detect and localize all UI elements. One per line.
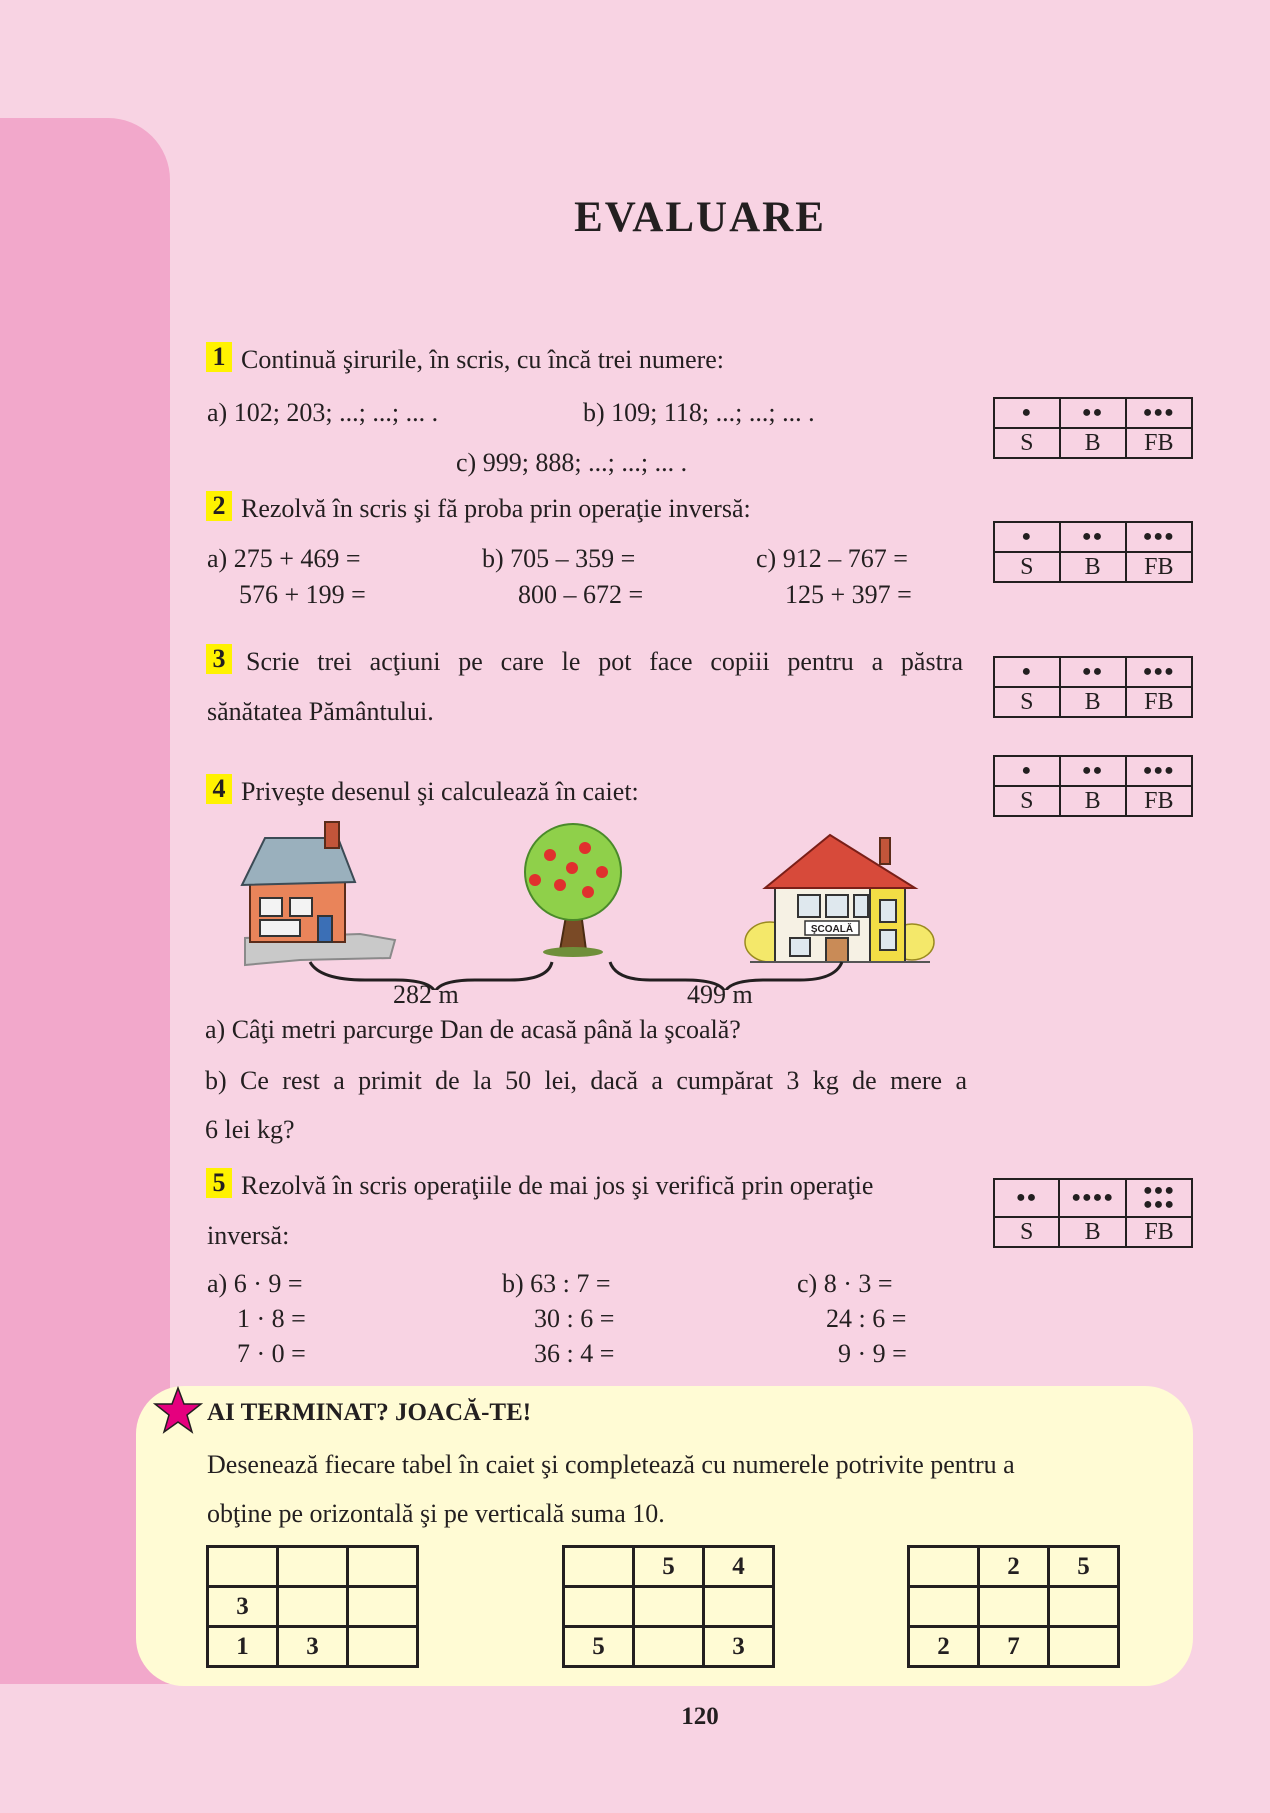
grade-label-fb: FB (1126, 552, 1192, 582)
exercise-1-number: 1 (206, 342, 232, 372)
puzzle-cell: 5 (1049, 1547, 1119, 1587)
puzzle-cell (564, 1547, 634, 1587)
grade-label-s: S (994, 687, 1060, 717)
puzzle-cell (979, 1587, 1049, 1627)
school-icon (745, 835, 934, 962)
puzzle-cell (634, 1627, 704, 1667)
grade-label-fb: FB (1126, 687, 1192, 717)
distance-label-2: 499 m (687, 980, 753, 1009)
exercise-4-question-a: a) Câţi metri parcurge Dan de acasă până la şcoală? (205, 1015, 741, 1044)
puzzle-cell (278, 1547, 348, 1587)
puzzle-cell (278, 1587, 348, 1627)
puzzle-cell (208, 1547, 278, 1587)
puzzle-cell (704, 1587, 774, 1627)
grade-label-fb: FB (1126, 428, 1192, 458)
puzzle-cell: 7 (979, 1627, 1049, 1667)
exercise-2-item: 125 + 397 = (785, 580, 912, 609)
puzzle-cell (348, 1587, 418, 1627)
puzzle-cell (564, 1587, 634, 1627)
exercise-1-item-a: a) 102; 203; ...; ...; ... . (207, 398, 439, 427)
exercise-5-item: c) 8 · 3 = (797, 1269, 893, 1298)
exercise-1-item-c: c) 999; 888; ...; ...; ... . (456, 448, 688, 477)
exercise-4-text: Priveşte desenul şi calculează în caiet: (241, 777, 639, 806)
distance-label-1: 282 m (393, 980, 459, 1009)
puzzle-cell: 4 (704, 1547, 774, 1587)
exercise-5-number: 5 (206, 1168, 232, 1198)
page-number: 120 (681, 1703, 719, 1730)
exercise-5-item: 9 · 9 = (838, 1339, 907, 1368)
puzzle-cell (909, 1587, 979, 1627)
puzzle-cell (909, 1547, 979, 1587)
grade-label-s: S (994, 552, 1060, 582)
exercise-5-line-2: inversă: (207, 1221, 290, 1250)
exercise-5-item: 36 : 4 = (534, 1339, 615, 1368)
puzzle-cell: 3 (278, 1627, 348, 1667)
exercise-1-text: Continuă şirurile, în scris, cu încă trei numere: (241, 345, 725, 374)
game-heading: AI TERMINAT? JOACĂ-TE! (207, 1399, 532, 1426)
grading-box-3: ● ●● ●●● S B FB (993, 656, 1193, 718)
puzzle-cell (348, 1627, 418, 1667)
game-text-line-2: obţine pe orizontală şi pe verticală suma 10. (207, 1499, 665, 1528)
exercise-3-line-2: sănătatea Pământului. (207, 697, 434, 726)
exercise-2-item: 576 + 199 = (239, 580, 366, 609)
puzzle-cell: 5 (564, 1627, 634, 1667)
grade-label-fb: FB (1126, 786, 1192, 816)
exercise-2-item: c) 912 – 767 = (756, 544, 908, 573)
grade-label-s: S (994, 1217, 1059, 1247)
puzzle-cell: 3 (704, 1627, 774, 1667)
puzzle-cell: 2 (979, 1547, 1049, 1587)
puzzle-cell: 1 (208, 1627, 278, 1667)
exercise-4-question-b-line-2: 6 lei kg? (205, 1115, 295, 1144)
puzzle-table-2 (562, 1545, 775, 1668)
grade-label-s: S (994, 786, 1060, 816)
exercise-5-item: b) 63 : 7 = (502, 1269, 611, 1298)
grade-label-s: S (994, 428, 1060, 458)
grade-label-fb: FB (1126, 1217, 1192, 1247)
grading-box-4: ● ●● ●●● S B FB (993, 755, 1193, 817)
exercise-3-line-1: Scrie trei acţiuni pe care le pot face copiii pentru a păstra (246, 647, 963, 676)
house-icon (242, 822, 355, 942)
puzzle-cell: 5 (634, 1547, 704, 1587)
apple-tree-icon (525, 824, 621, 957)
exercise-4-question-b-line-1: b) Ce rest a primit de la 50 lei, dacă a cumpărat 3 kg de mere a (205, 1066, 967, 1095)
exercise-5-item: 1 · 8 = (237, 1304, 306, 1333)
exercise-4-illustration (230, 810, 960, 990)
exercise-4-number: 4 (206, 774, 232, 804)
exercise-2-item: b) 705 – 359 = (482, 544, 636, 573)
exercise-5-item: a) 6 · 9 = (207, 1269, 303, 1298)
puzzle-cell (1049, 1587, 1119, 1627)
grade-label-b: B (1060, 687, 1126, 717)
exercise-5-line-1: Rezolvă în scris operaţiile de mai jos şi verifică prin operaţie (241, 1171, 874, 1200)
grade-label-b: B (1059, 1217, 1126, 1247)
game-text-line-1: Desenează fiecare tabel în caiet şi completează cu numerele potrivite pentru a (207, 1450, 1015, 1479)
exercise-5-item: 7 · 0 = (237, 1339, 306, 1368)
puzzle-cell: 3 (208, 1587, 278, 1627)
exercise-1-item-b: b) 109; 118; ...; ...; ... . (583, 398, 815, 427)
star-icon (153, 1386, 203, 1436)
exercise-5-item: 30 : 6 = (534, 1304, 615, 1333)
grade-label-b: B (1060, 786, 1126, 816)
puzzle-cell (348, 1547, 418, 1587)
exercise-3-number: 3 (206, 644, 232, 674)
page-title: EVALUARE (574, 194, 826, 241)
grading-box-2: ● ●● ●●● S B FB (993, 521, 1193, 583)
exercise-5-item: 24 : 6 = (826, 1304, 907, 1333)
grading-box-5: ●● ●●●● ●●● ●●● S B FB (993, 1178, 1193, 1248)
school-sign: ŞCOALĂ (810, 924, 854, 935)
exercise-2-item: a) 275 + 469 = (207, 544, 361, 573)
grade-label-b: B (1060, 428, 1126, 458)
puzzle-cell (634, 1587, 704, 1627)
puzzle-cell: 2 (909, 1627, 979, 1667)
puzzle-table-3 (907, 1545, 1120, 1668)
grading-box-1: ● ●● ●●● S B FB (993, 397, 1193, 459)
exercise-2-text: Rezolvă în scris şi fă proba prin operaţie inversă: (241, 494, 751, 523)
puzzle-cell (1049, 1627, 1119, 1667)
puzzle-table-1 (206, 1545, 419, 1668)
exercise-2-number: 2 (206, 491, 232, 521)
exercise-2-item: 800 – 672 = (518, 580, 644, 609)
grade-label-b: B (1060, 552, 1126, 582)
